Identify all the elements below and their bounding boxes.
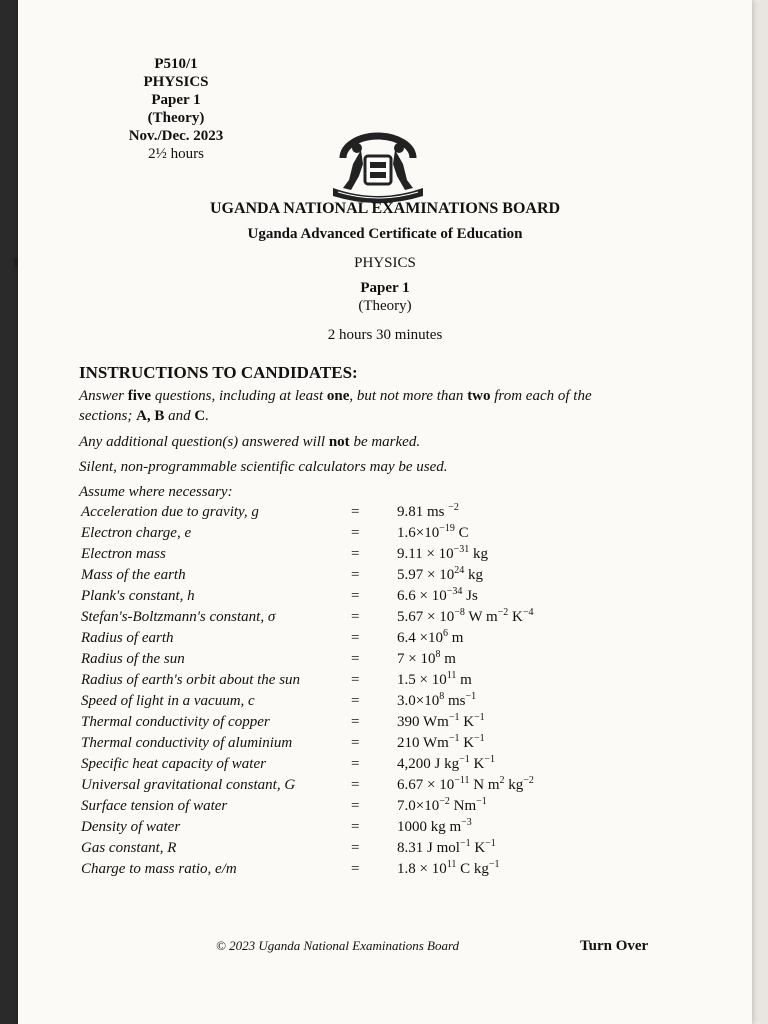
constant-row: [81, 586, 681, 607]
constant-value: 4,200 J $kg^{-1}$ $K^{-1}$: [397, 754, 495, 772]
equals-sign: =: [351, 567, 360, 583]
instruction-answer-questions: [79, 386, 639, 426]
equals-sign: =: [351, 672, 360, 688]
equals-sign: =: [351, 756, 360, 772]
instructions-heading: INSTRUCTIONS TO CANDIDATES:: [79, 363, 358, 382]
constant-value: $7.0\times 10^{-2}$ $Nm^{-1}$: [397, 796, 487, 814]
paper-kind: (Theory): [147, 110, 205, 126]
turn-over-label: Turn Over: [580, 938, 649, 954]
equals-sign: =: [351, 777, 360, 793]
constant-name: Speed of light in a vacuum, c: [81, 693, 255, 709]
equals-sign: =: [351, 735, 360, 751]
constant-name: Gas constant, R: [81, 840, 177, 856]
constant-value: $5.67 \times 10^{-8}$ W $m^{-2}$ $K^{-4}$: [397, 607, 534, 625]
constant-name: Density of water: [81, 819, 181, 835]
constant-row: [81, 691, 681, 712]
constant-name: Charge to mass ratio, e/m: [81, 861, 237, 877]
constant-name: Specific heat capacity of water: [81, 756, 266, 772]
subject-title: PHYSICS: [354, 255, 416, 271]
equals-sign: =: [351, 588, 360, 604]
constant-row: [81, 607, 681, 628]
exam-cover-page: [18, 0, 752, 1024]
constant-value: $7 \times 10^8$ m: [397, 649, 456, 667]
constant-row: [81, 775, 681, 796]
constant-name: Radius of the sun: [81, 651, 185, 667]
constant-value: $1.8 \times 10^{11}$ C $kg^{-1}$: [397, 859, 500, 877]
board-title: UGANDA NATIONAL EXAMINATIONS BOARD: [209, 200, 561, 217]
constant-name: Universal gravitational constant, G: [81, 777, 296, 793]
equals-sign: =: [351, 714, 360, 730]
certificate-title: Uganda Advanced Certificate of Education: [247, 226, 523, 242]
constant-value: $6.4 \times 10^6$ m: [397, 628, 464, 646]
equals-sign: =: [351, 651, 360, 667]
constant-row: [81, 817, 681, 838]
paper-title: Paper 1: [360, 280, 410, 296]
instruction-emphasis: two: [467, 388, 491, 404]
instruction-text: from each of the sections;: [79, 388, 592, 424]
paper-code: P510/1: [154, 56, 198, 72]
equals-sign: =: [351, 525, 360, 541]
constant-row: [81, 628, 681, 649]
constant-row: [81, 544, 681, 565]
constant-value: 9.81 ms $^{-2}$: [397, 502, 459, 520]
constant-value: $1.6\times 10^{-19}$ C: [397, 523, 469, 541]
constant-row: [81, 565, 681, 586]
constant-name: Mass of the earth: [81, 567, 186, 583]
constant-value: $6.67 \times 10^{-11}$ N $m^2$ $kg^{-2}$: [397, 775, 534, 793]
paper-kind-title: (Theory): [358, 298, 412, 314]
constant-row: [81, 838, 681, 859]
constant-value: $6.6 \times 10^{-34}$ Js: [397, 586, 478, 604]
constant-value: $5.97 \times 10^{24}$ kg: [397, 565, 483, 583]
instruction-text: questions, including at least: [151, 388, 327, 404]
equals-sign: =: [351, 840, 360, 856]
instruction-text: .: [205, 408, 210, 424]
equals-sign: =: [351, 798, 360, 814]
constant-name: Thermal conductivity of copper: [81, 714, 270, 730]
paper-date: Nov./Dec. 2023: [128, 128, 224, 144]
constant-name: Electron charge, e: [81, 525, 192, 541]
paper-subject: PHYSICS: [143, 74, 209, 90]
constant-value: $9.11 \times 10^{-31}$ kg: [397, 544, 489, 562]
instruction-emphasis: one: [326, 388, 350, 404]
scan-left-edge: [0, 0, 18, 1024]
constant-row: [81, 754, 681, 775]
constant-row: [81, 670, 681, 691]
equals-sign: =: [351, 693, 360, 709]
equals-sign: =: [351, 819, 360, 835]
constant-value: 390 $Wm^{-1}$ $K^{-1}$: [397, 712, 485, 730]
constant-name: Radius of earth's orbit about the sun: [81, 672, 301, 688]
constant-name: Thermal conductivity of aluminium: [81, 735, 293, 751]
constant-row: [81, 796, 681, 817]
instruction-text: and: [164, 408, 195, 424]
constants-table: [81, 502, 681, 880]
constant-value: $3.0\times 10^8$ $ms^{-1}$: [397, 691, 477, 709]
constant-value: 8.31 J mol$^{-1}$ $K^{-1}$: [397, 838, 496, 856]
constant-name: Acceleration due to gravity, g: [81, 504, 259, 520]
constant-name: Radius of earth: [81, 630, 174, 646]
instruction-emphasis: not: [328, 434, 350, 450]
constant-row: [81, 733, 681, 754]
instruction-assume: Assume where necessary:: [79, 484, 233, 500]
instruction-text: be marked.: [349, 434, 421, 450]
coat-of-arms-icon: [323, 130, 433, 205]
paper-number: Paper 1: [151, 92, 201, 108]
equals-sign: =: [351, 504, 360, 520]
constant-name: Stefan's-Boltzmann's constant, σ: [81, 609, 276, 625]
instruction-emphasis: C: [194, 408, 206, 424]
constant-row: [81, 523, 681, 544]
constant-name: Electron mass: [81, 546, 166, 562]
constant-row: [81, 859, 681, 880]
instruction-text: , but not more than: [349, 388, 468, 404]
constant-name: Surface tension of water: [81, 798, 228, 814]
instruction-emphasis: five: [127, 388, 152, 404]
equals-sign: =: [351, 546, 360, 562]
constant-value: 210 $Wm^{-1}$ $K^{-1}$: [397, 733, 485, 751]
equals-sign: =: [351, 861, 360, 877]
constant-row: [81, 649, 681, 670]
constant-row: [81, 712, 681, 733]
constant-value: 1000 kg $m^{-3}$: [397, 817, 472, 835]
constant-value: $1.5 \times 10^{11}$ m: [397, 670, 472, 688]
time-allowed: 2 hours 30 minutes: [327, 327, 443, 343]
constant-name: Plank's constant, h: [81, 588, 195, 604]
instruction-calculators: Silent, non-programmable scientific calculators may be used.: [79, 459, 448, 475]
equals-sign: =: [351, 630, 360, 646]
paper-duration: 2½ hours: [148, 146, 204, 162]
instruction-text: Any additional question(s) answered will: [79, 434, 329, 450]
instruction-text: Answer: [79, 388, 128, 404]
copyright-notice: © 2023 Uganda National Examinations Board: [216, 938, 460, 953]
instruction-emphasis: A, B: [136, 408, 165, 424]
equals-sign: =: [351, 609, 360, 625]
paper-header: [96, 55, 256, 163]
instruction-additional-questions: [79, 432, 639, 452]
constant-row: [81, 502, 681, 523]
